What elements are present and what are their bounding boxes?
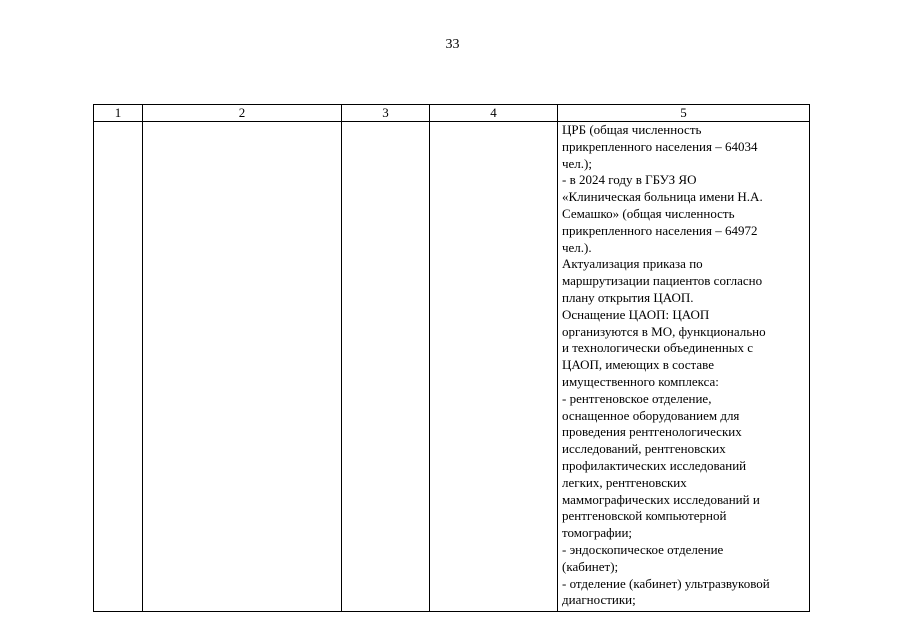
text-line: рентгеновской компьютерной [562,508,727,524]
text-line: организуются в МО, функционально [562,323,766,339]
table-header-row [94,105,810,122]
document-table [93,104,810,612]
text-line: прикрепленного населения – 64972 [562,222,758,238]
text-line: чел.). [562,239,592,255]
text-line: имущественного комплекса: [562,373,719,389]
table-row [94,122,810,612]
text-line: - эндоскопическое отделение [562,541,724,557]
text-line: (кабинет); [562,558,619,574]
text-line: проведения рентгенологических [562,424,742,440]
text-line: - отделение (кабинет) ультразвуковой [562,575,770,591]
text-line: томографии; [562,525,633,541]
cell-col-3 [342,122,430,612]
text-line: прикрепленного населения – 64034 [562,138,758,154]
text-line: Семашко» (общая численность [562,205,735,221]
text-line: профилактических исследований [562,457,747,473]
text-line: чел.); [562,155,592,171]
column-header-3: 3 [342,105,430,122]
text-line: Актуализация приказа по [562,256,703,272]
column-header-5: 5 [558,105,810,122]
text-line: Оснащение ЦАОП: ЦАОП [562,306,710,322]
cell-col-2 [143,122,342,612]
text-line: - рентгеновское отделение, [562,390,712,406]
text-line: оснащенное оборудованием для [562,407,740,423]
cell-col-5 [558,122,810,612]
text-line: легких, рентгеновских [562,474,687,490]
column-header-1: 1 [94,105,143,122]
text-line: плану открытия ЦАОП. [562,289,694,305]
column-header-4: 4 [430,105,558,122]
text-line: ЦРБ (общая численность [562,122,702,137]
cell-col-5-text [558,122,809,609]
text-line: ЦАОП, имеющих в составе [562,357,714,373]
text-line: и технологически объединенных с [562,340,754,356]
text-line: маммографических исследований и [562,491,760,507]
text-line: исследований, рентгеновских [562,441,726,457]
text-line: - в 2024 году в ГБУЗ ЯО [562,172,697,188]
page-number: 33 [445,37,460,52]
text-line: диагностики; [562,592,636,608]
cell-col-4 [430,122,558,612]
column-header-2: 2 [143,105,342,122]
text-line: маршрутизации пациентов согласно [562,273,763,289]
text-line: «Клиническая больница имени Н.А. [562,189,763,205]
cell-col-1 [94,122,143,612]
